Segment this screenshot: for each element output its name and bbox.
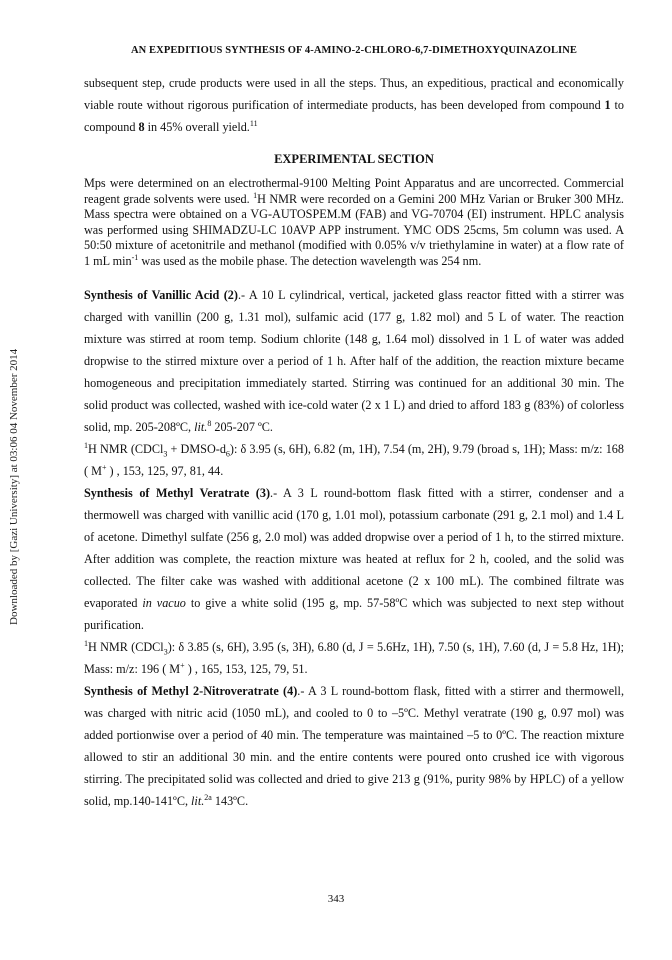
methyl-nitroveratrate-paragraph: Synthesis of Methyl 2-Nitroveratrate (4).- A 3 L round-bottom flask, fitted with a stirrer and thermowell, was charged with nitric acid (1050 mL), and cooled to 0 to –5ºC. Methyl veratrate (190 g, 0.97 mol) was added portionwise over a period of 40 min. The temperature was maintained –5 to 0ºC. The reaction mixture allowed to stir an additional 30 min. and the entire contents were poured onto crushed ice with vigorous stirring. The precipitated solid was collected and dried to give 213 g (91%, purity 98% by HPLC) of a yellow solid, mp.140-141ºC, lit.$^{2a}$ 143ºC.	[84, 684, 624, 808]
methyl-veratrate-nmr: $^1$H NMR (CDCl$_3$): δ 3.85 (s, 6H), 3.95 (s, 3H), 6.80 (d, J = 5.6Hz, 1H), 7.50 (s, 1H), 7.60 (d, J = 5.8 Hz, 1H); Mass: m/z: 196 ( M+ ) , 165, 153, 125, 79, 51.	[84, 638, 624, 676]
procedure-heading: Synthesis of Vanillic Acid (2)	[84, 288, 238, 302]
vanillic-acid-nmr: $^1$H NMR (CDCl$_3$ + DMSO-$d_6$): δ 3.95 (s, 6H), 6.82 (m, 1H), 7.54 (m, 2H), 9.79 (broad s, 1H); Mass: m/z: 168 ( M+ ) , 153, 125, 97, 81, 44.	[84, 440, 624, 478]
intro-paragraph: subsequent step, crude products were used in all the steps. Thus, an expeditious, practical and economically viable route without rigorous purification of intermediate products, has been developed from compound 1 to compound 8 in 45% overall yield.$^{11}$	[84, 76, 625, 134]
download-watermark: Downloaded by [Gazi University] at 03:06 04 November 2014	[8, 348, 20, 625]
experimental-paragraph: Mps were determined on an electrothermal-9100 Melting Point Apparatus and are uncorrected. Commercial reagent grade solvents were used. $^1$H NMR were recorded on a Gemini 200 MHz Varian or Bruker 300 MHz. Mass spectra were obtained on a VG-AUTOSPEM.M (FAB) and VG-70704 (EI) instrument. HPLC analysis was performed using SHIMADZU-LC 10AVP APP instrument. YMC ODS 25cms, 5m column was used. A 50:50 mixture of acetonitrile and methanol (modified with 0.05% v/v triethylamine in water) at a flow rate of 1 mL $\min^{-1}$ was used as the mobile phase. The detection wavelength was 254 nm.	[84, 176, 624, 268]
page-body	[84, 72, 624, 812]
compound-number: 1	[604, 98, 611, 112]
section-title: EXPERIMENTAL SECTION	[274, 152, 434, 166]
methyl-veratrate-paragraph: Synthesis of Methyl Veratrate (3).- A 3 L round-bottom flask fitted with a stirrer, condenser and a thermowell was charged with vanillic acid (170 g, 1.01 mol), potassium carbonate (291 g, 2.1 mol) and 1.4 L of acetone. Dimethyl sulfate (256 g, 2.0 mol) was added dropwise over a period of 1 h, to the stirred mixture. After addition was complete, the reaction mixture was heated at reflux for 2 h, cooled, and the solid was collected. The filter cake was washed with additional acetone (2 x 100 mL). The combined filtrate was evaporated in vacuo to give a white solid (195 g, mp. 57-58ºC which was subjected to next step without purification.	[84, 486, 624, 632]
reference-marker: 11	[249, 118, 258, 128]
running-header: AN EXPEDITIOUS SYNTHESIS OF 4-AMINO-2-CHLORO-6,7-DIMETHOXYQUINAZOLINE	[130, 45, 578, 56]
vanillic-acid-paragraph: Synthesis of Vanillic Acid (2).- A 10 L cylindrical, vertical, jacketed glass reactor fitted with a stirrer was charged with vanillin (200 g, 1.31 mol), sulfamic acid (177 g, 1.82 mol) and 5 L of water. The reaction mixture was stirred at room temp. Sodium chlorite (148 g, 1.64 mol) dissolved in 1 L of water was added dropwise to the stirred mixture over a period of 1 h. After half of the addition, the reaction mixture became homogeneous and precipitation immediately started. Stirring was continued for an additional 30 min. The solid product was collected, washed with ice-cold water (2 x 1 L) and dried to afford 183 g (83%) of colorless solid, mp. 205-208ºC, lit.$^8$ 205-207 ºC.	[84, 288, 624, 434]
procedure-heading: Synthesis of Methyl Veratrate (3)	[84, 486, 271, 500]
procedure-heading: Synthesis of Methyl 2-Nitroveratrate (4)	[84, 684, 298, 698]
page-number: 343	[327, 893, 345, 905]
compound-number: 8	[138, 120, 145, 134]
